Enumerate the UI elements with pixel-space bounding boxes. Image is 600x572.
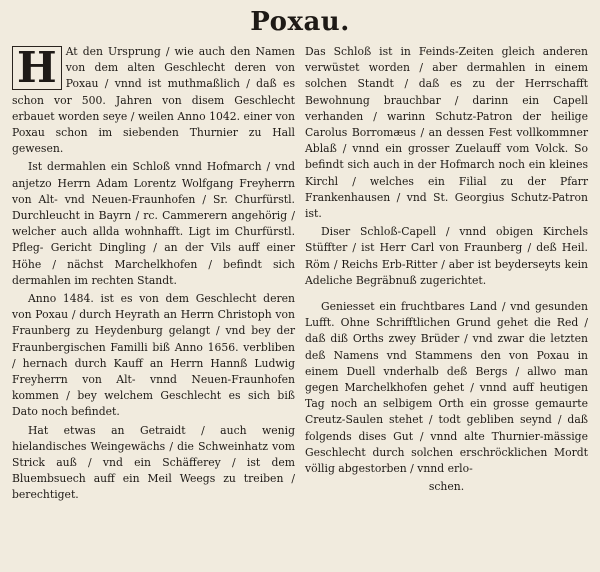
paragraph-castle: Das Schloß ist in Feinds-Zeiten gleich anderen verwüstet worden / aber dermahlen in einem solchen Standt / daß es zu der Herrschafft Bewohnung brauchbar / darinn ein Capell verhanden / warinn Schutz-Patron der heilige Carolus Borromæus / an dessen Fest vollkommner Ablaß / vnnd ein grosser Zuelauff vom Volck. So befindt sich auch in der Hofmarch noch ein kleines Kirchl / welches ein Filial zu der Pfarr Frankenhausen / vnd St. Georgius Schutz-Patron ist.	[305, 45, 588, 221]
left-column	[12, 44, 295, 504]
drop-cap-initial: H	[12, 46, 62, 90]
page-title: Poxau.	[250, 7, 350, 37]
paragraph-legend: Geniesset ein fruchtbares Land / vnd gesunden Lufft. Ohne Schrifftlichen Grund gehet die Red / daß diß Orths zwey Brüder / vnd zwar die letzten deß Namens vnd Stammens den von Poxau in einem Duell vnderhalb deß Bergs / allwo man gegen Marchelkhofen gehet / vnnd auff heutigen Tag noch an selbigem Orth ein grosse gemaurte Creutz-Saulen stehet / todt gebliben seynd / daß folgends dises Gut / vnnd alte Thurnier-mässige Geschlecht durch solchen erschröcklichen Mordt völlig abgestorben / vnnd erlo-	[305, 300, 588, 476]
paragraph-chapel: Diser Schloß-Capell / vnnd obigen Kirchels Stüffter / ist Herr Carl von Fraunberg / deß Heil. Röm / Reichs Erb-Ritter / aber ist beyderseyts kein Adeliche Begräbnuß zugerichtet.	[305, 225, 588, 287]
paragraph-hofmarch: Ist dermahlen ein Schloß vnnd Hofmarch / vnd anjetzo Herrn Adam Lorentz Wolfgang Freyherrn von Alt- vnd Neuen-Fraunhofen / Sr. Churfürstl. Durchleucht in Bayrn / rc. Cammerern angehörig / welcher auch allda wohnhafft. Ligt im Churfürstl. Pfleg- Gericht Dingling / an der Vils auff einer Höhe / nächst Marchelkhofen / befindt sich dermahlen im rechten Standt.	[12, 160, 295, 287]
paragraph-gap	[305, 289, 588, 299]
paragraph-history: Anno 1484. ist es von dem Geschlecht deren von Poxau / durch Heyrath an Herrn Christoph von Fraunberg zu Heydenburg gelangt / vnd bey der Fraunbergischen Familli biß Anno 1656. verbliben / hernach durch Kauff an Herrn Hannß Ludwig Freyherrn von Alt- vnnd Neuen-Fraunhofen kommen / bey welchem Geschlecht es sich biß Dato noch befindet.	[12, 292, 295, 419]
closing-word: schen.	[428, 480, 465, 494]
paragraph-origin	[12, 44, 295, 157]
paragraph-origin-text: At den Ursprung / wie auch den Namen von dem alten Geschlecht deren von Poxau / vnnd ist muthmaßlich / daß es schon vor 500. Jahren von disem Geschlecht erbauet worden seye / weilen Anno 1042. einer von Poxau schon im siebenden Thurnier zu Hall gewesen.	[12, 45, 295, 156]
text-columns	[12, 44, 588, 504]
right-column	[305, 44, 588, 504]
paragraph-resources: Hat etwas an Getraidt / auch wenig hielandisches Weingewächs / die Schweinhatz vom Strick auß / vnd ein Schäfferey / ist dem Bluembsuech auff ein Meil Weegs zu treiben / berechtiget.	[12, 423, 295, 502]
